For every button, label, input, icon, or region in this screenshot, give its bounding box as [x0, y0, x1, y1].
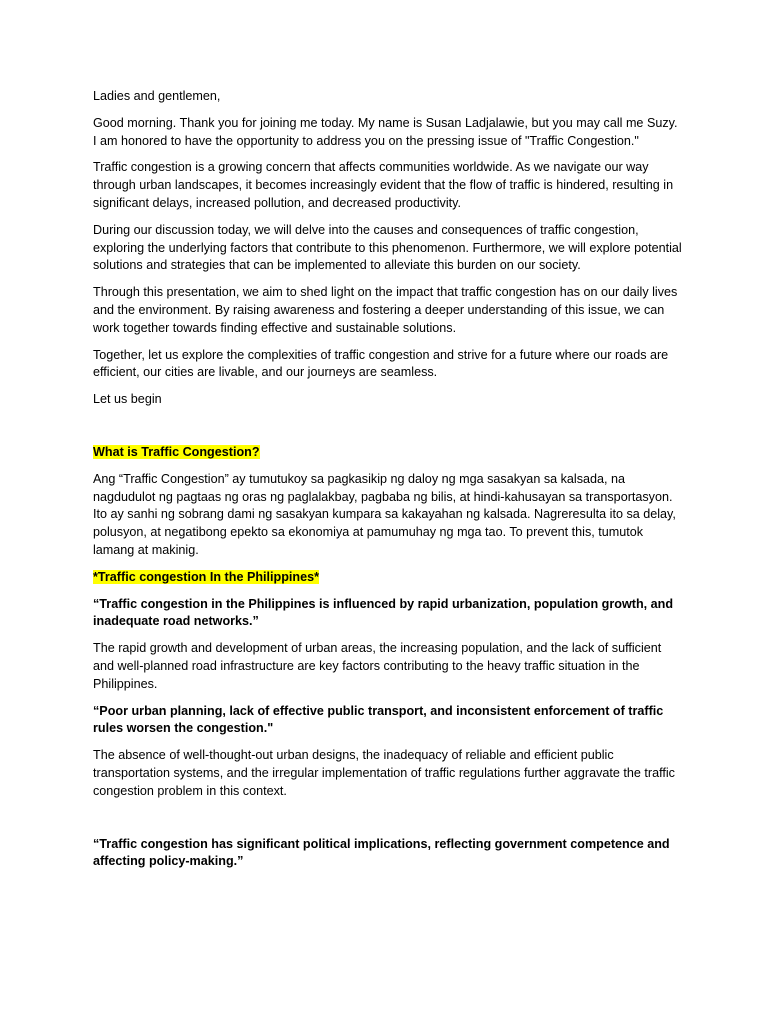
- intro-paragraph-5: Together, let us explore the complexities of traffic congestion and strive for a future where our roads are efficient, our cities are livable, and our journeys are seamless.: [93, 347, 669, 380]
- highlighted-heading-philippines: *Traffic congestion In the Philippines*: [93, 569, 320, 584]
- greeting: Ladies and gentlemen,: [93, 89, 221, 103]
- quote-political: “Traffic congestion has significant political implications, reflecting government competence and affecting policy-making.”: [93, 836, 670, 869]
- document-body: [93, 88, 683, 880]
- explanation-urban-planning: The absence of well-thought-out urban designs, the inadequacy of reliable and efficient public transportation systems, and the irregular implementation of traffic regulations further aggravate the traffic congestion problem in this context.: [93, 748, 675, 798]
- blank-space: [93, 810, 683, 836]
- quote-urbanization: “Traffic congestion in the Philippines is influenced by rapid urbanization, population growth, and inadequate road networks.”: [93, 596, 674, 629]
- quote-urban-planning: “Poor urban planning, lack of effective public transport, and inconsistent enforcement of traffic rules worsen the congestion.": [93, 703, 664, 736]
- explanation-urbanization: The rapid growth and development of urban areas, the increasing population, and the lack of sufficient and well-planned road infrastructure are key factors contributing to the heavy traffic situation in the Philippines.: [93, 641, 662, 691]
- highlighted-heading-what: What is Traffic Congestion?: [93, 444, 260, 459]
- closing-line: Let us begin: [93, 392, 162, 407]
- section-heading-philippines: [93, 569, 683, 587]
- intro-paragraph-3: During our discussion today, we will delve into the causes and consequences of traffic congestion, exploring the underlying factors that contribute to this phenomenon. Furthermore, we will explore potential solutions and strategies that can be implemented to alleviate this burden on our society.: [93, 222, 682, 273]
- intro-paragraph-4: Through this presentation, we aim to shed light on the impact that traffic congestion has on our daily lives and the environment. By raising awareness and fostering a deeper understanding of this issue, we can work together towards finding effective and sustainable solutions.: [93, 285, 678, 335]
- section-body-what: Ang “Traffic Congestion” ay tumutukoy sa pagkasikip ng daloy ng mga sasakyan sa kalsada, na nagdudulot ng pagtaas ng oras ng paglalakbay, pagbaba ng bilis, at hindi-kahusayan sa transportasyon. Ito ay sanhi ng sobrang dami ng sasakyan kumpara sa kakayahan ng kalsada. Nagreresulta ito sa delay, polusyon, at negatibong epekto sa ekonomiya at pamumuhay ng mga tao. To prevent this, tumutok lamang at makinig.: [93, 471, 676, 557]
- intro-paragraph-2: Traffic congestion is a growing concern that affects communities worldwide. As we navigate our way through urban landscapes, it becomes increasingly evident that the flow of traffic is hindered, resulting in significant delays, increased pollution, and decreased productivity.: [93, 160, 674, 210]
- intro-paragraph-1: Good morning. Thank you for joining me today. My name is Susan Ladjalawie, but you may call me Suzy. I am honored to have the opportunity to address you on the pressing issue of "Traffic Congestion.": [93, 115, 678, 148]
- section-heading-what: [93, 444, 683, 462]
- blank-space: [93, 418, 683, 444]
